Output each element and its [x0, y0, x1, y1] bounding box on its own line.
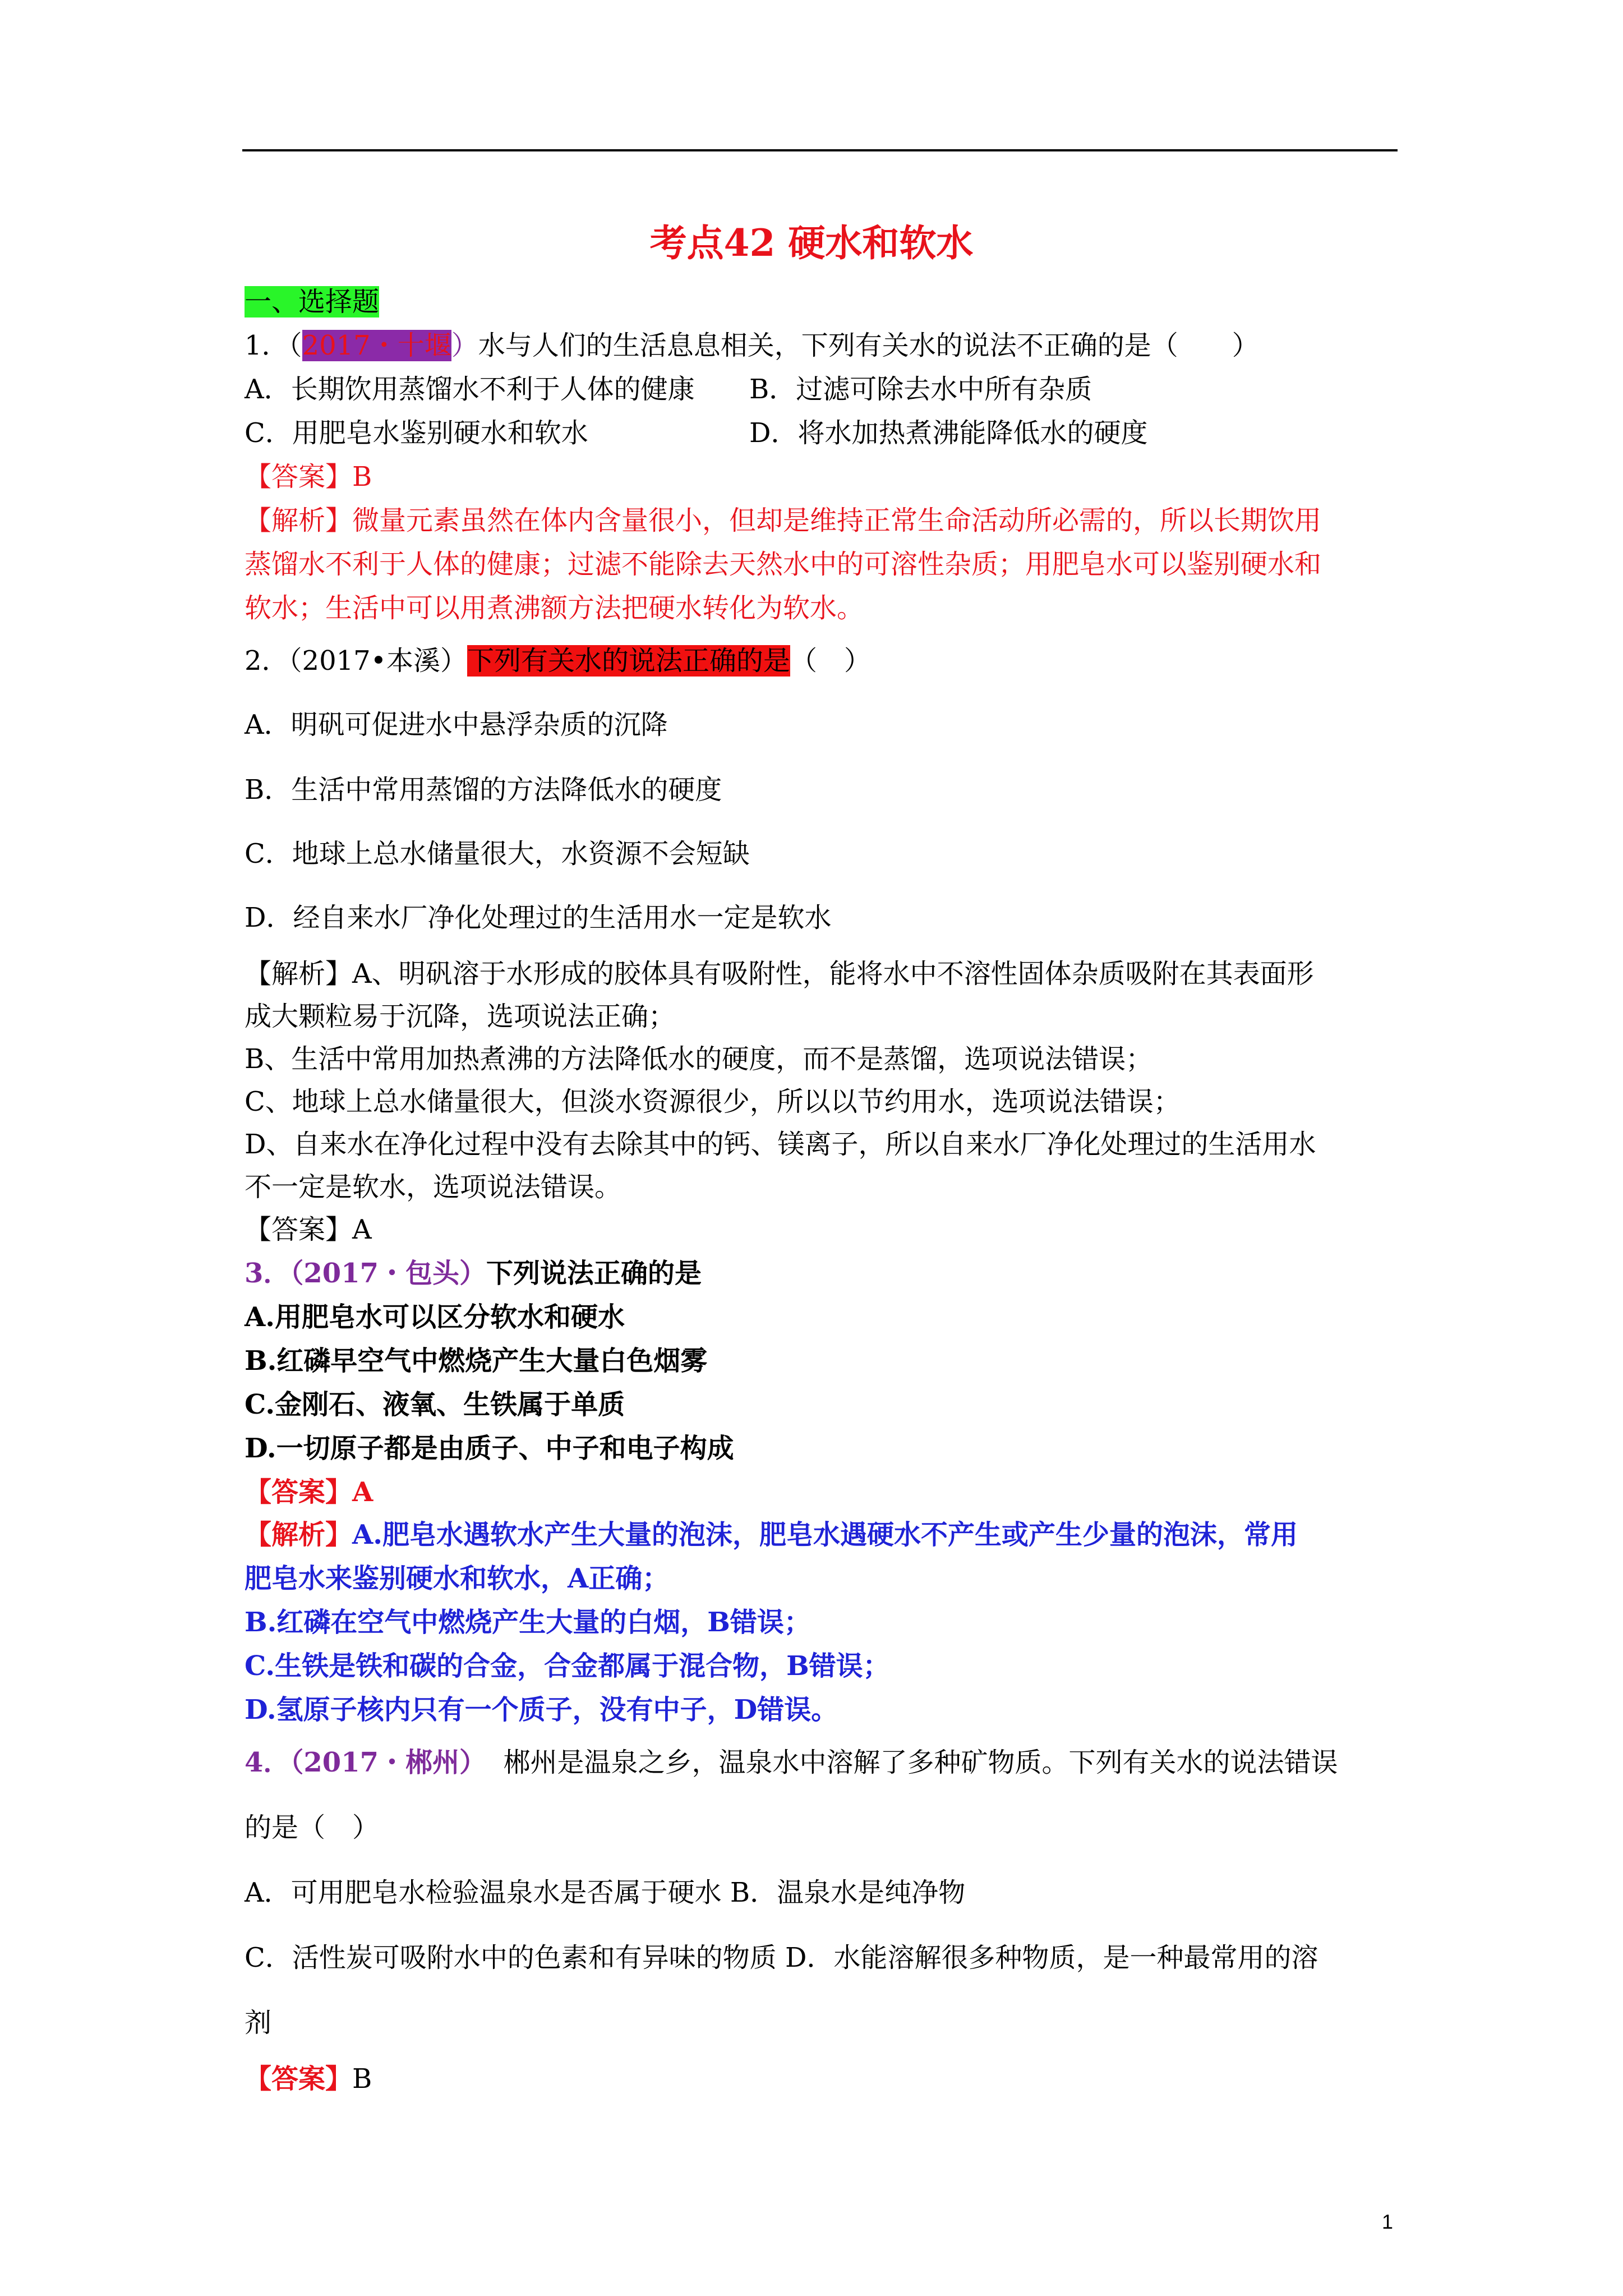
q1-options-cd [245, 416, 1148, 450]
q4-stem-line-1: 4．（2017・郴州） 郴州是温泉之乡，温泉水中溶解了多种矿物质。下列有关水的说法错误 [245, 1747, 1338, 1778]
q2-analysis-line-6: 不一定是软水，选项说法错误。 [245, 1171, 622, 1203]
q1-source: 2017・十堰 [302, 330, 451, 361]
q3-analysis-text: A.肥皂水遇软水产生大量的泡沫，肥皂水遇硬水不产生或产生少量的泡沫，常用 [352, 1519, 1298, 1550]
page-title: 考点42 硬水和软水 [649, 221, 974, 265]
q1-options-ab [245, 372, 1092, 406]
q1-stem-line: 1．（2017・十堰）水与人们的生活息息相关，下列有关水的说法不正确的是（ ） [245, 330, 1259, 361]
q4-options-cd-cont: 剂 [245, 2007, 272, 2039]
q4-stem-line-2: 的是（ ） [245, 1812, 380, 1843]
q2-option-b: B．生活中常用蒸馏的方法降低水的硬度 [245, 774, 722, 806]
q3-analysis-line-4: C.生铁是铁和碳的合金，合金都属于混合物，B错误； [245, 1650, 890, 1682]
q3-option-d: D.一切原子都是由质子、中子和电子构成 [245, 1433, 734, 1464]
q3-analysis-line-1: 【解析】A.肥皂水遇软水产生大量的泡沫，肥皂水遇硬水不产生或产生少量的泡沫，常用 [245, 1519, 1298, 1550]
q2-answer: 【答案】A [245, 1214, 372, 1245]
q3-option-c: C.金刚石、液氧、生铁属于单质 [245, 1389, 625, 1420]
page-number: 1 [1382, 2210, 1394, 2233]
q3-source: （2017・包头） [290, 1258, 487, 1289]
q2-stem-line: 2．（2017•本溪）下列有关水的说法正确的是（ ） [245, 645, 872, 677]
q1-analysis-line-3: 软水；生活中可以用煮沸额方法把硬水转化为软水。 [245, 592, 864, 624]
section-heading: 一、选择题 [245, 286, 380, 318]
q1-option-c: C．用肥皂水鉴别硬水和软水 [245, 417, 588, 449]
q2-analysis-line-1: 【解析】A、明矾溶于水形成的胶体具有吸附性，能将水中不溶性固体杂质吸附在其表面形 [245, 958, 1314, 990]
q2-option-a: A．明矾可促进水中悬浮杂质的沉降 [245, 709, 668, 740]
q1-answer: 【答案】B [245, 461, 372, 493]
q2-option-c: C．地球上总水储量很大，水资源不会短缺 [245, 838, 750, 869]
q1-analysis-line-2: 蒸馏水不利于人体的健康；过滤不能除去天然水中的可溶性杂质；用肥皂水可以鉴别硬水和 [245, 549, 1322, 580]
q1-option-a: A．长期饮用蒸馏水不利于人体的健康 [245, 374, 695, 405]
q3-option-a: A.用肥皂水可以区分软水和硬水 [245, 1301, 625, 1333]
q3-option-b: B.红磷早空气中燃烧产生大量白色烟雾 [245, 1345, 708, 1377]
q3-analysis-line-3: B.红磷在空气中燃烧产生大量的白烟，B错误； [245, 1607, 811, 1638]
header-rule [242, 149, 1398, 151]
q2-option-d: D．经自来水厂净化处理过的生活用水一定是软水 [245, 902, 832, 933]
q3-analysis-line-5: D.氢原子核内只有一个质子，没有中子，D错误。 [245, 1694, 838, 1726]
q2-analysis-line-3: B、生活中常用加热煮沸的方法降低水的硬度，而不是蒸馏，选项说法错误； [245, 1043, 1153, 1075]
q2-analysis-line-2: 成大颗粒易于沉降，选项说法正确； [245, 1001, 676, 1032]
q1-option-b: B．过滤可除去水中所有杂质 [749, 374, 1092, 405]
q4-answer: 【答案】B [245, 2063, 372, 2095]
q2-analysis-line-5: D、自来水在净化过程中没有去除其中的钙、镁离子，所以自来水厂净化处理过的生活用水 [245, 1129, 1316, 1160]
q4-source: （2017・郴州） [290, 1747, 487, 1778]
q3-analysis-line-2: 肥皂水来鉴别硬水和软水，A正确； [245, 1563, 670, 1594]
q3-stem-line: 3．（2017・包头）下列说法正确的是 [245, 1258, 702, 1289]
q3-answer: 【答案】A [245, 1476, 374, 1508]
q4-options-cd: C．活性炭可吸附水中的色素和有异味的物质 D．水能溶解很多种物质，是一种最常用的溶 [245, 1942, 1318, 1973]
q4-options-ab: A．可用肥皂水检验温泉水是否属于硬水 B．温泉水是纯净物 [245, 1877, 966, 1908]
q1-option-d: D．将水加热煮沸能降低水的硬度 [749, 417, 1148, 449]
q1-analysis-line-1: 【解析】微量元素虽然在体内含量很小，但却是维持正常生命活动所必需的，所以长期饮用 [245, 505, 1322, 536]
q2-stem-highlight: 下列有关水的说法正确的是 [467, 645, 791, 677]
q2-analysis-line-4: C、地球上总水储量很大，但淡水资源很少，所以以节约用水，选项说法错误； [245, 1086, 1181, 1117]
